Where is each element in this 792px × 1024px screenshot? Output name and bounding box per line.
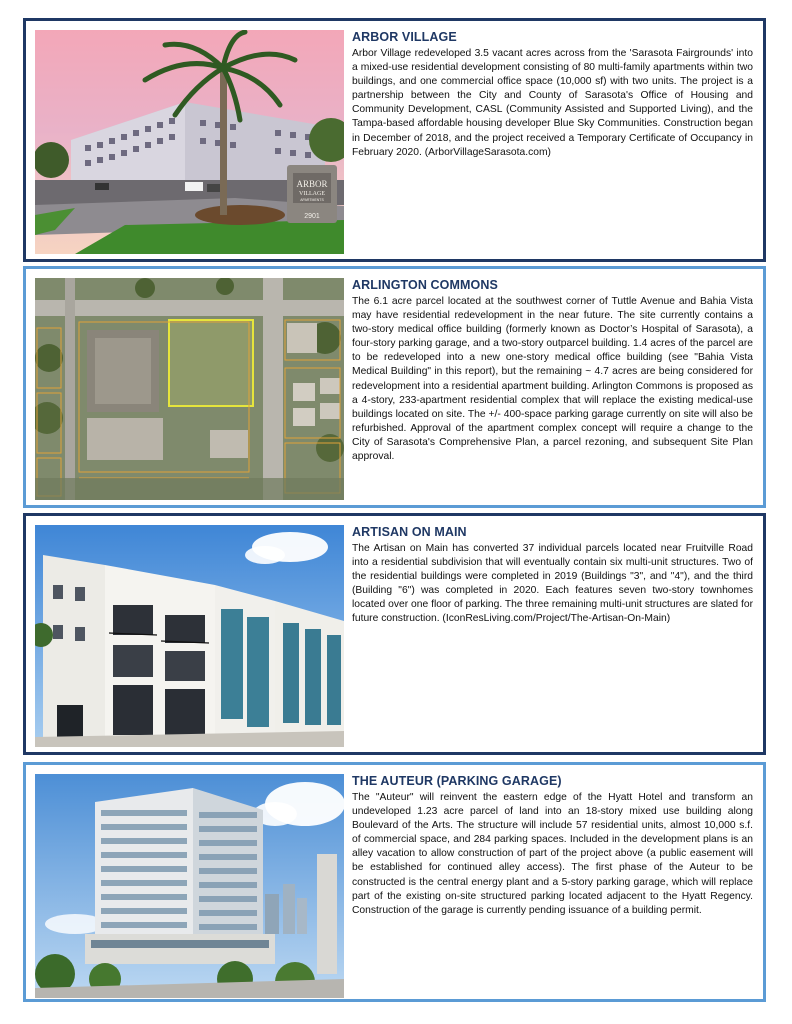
project-card-arbor-village	[23, 18, 766, 262]
project-description: The Artisan on Main has converted 37 individual parcels located near Fruitville Road into a residential subdivision that will eventually contain six multi-unit structures. Two of the residential buildings were completed in 2019 (Buildings "3", and "4"), and the third (Building "6") was completed in 2020. Each features seven two-story townhomes located over one floor of parking. The three remaining multi-unit structures are slated for future construction. (IconResLiving.com/Project/The-Artisan-On-Main)	[352, 543, 753, 625]
sign-line-1: ARBOR	[296, 179, 328, 189]
arbor-village-photo	[35, 30, 344, 254]
sign-number: 2901	[304, 213, 320, 220]
project-card-the-auteur	[23, 762, 766, 1002]
sign-line-3: APARTMENTS	[300, 198, 324, 202]
arlington-commons-text	[352, 278, 753, 464]
the-auteur-rendering	[35, 774, 344, 998]
the-auteur-text	[352, 774, 753, 918]
project-description: The 6.1 acre parcel located at the southwest corner of Tuttle Avenue and Bahia Vista may have residential redevelopment in the near future. The site currently contains a two-story medical office building (formerly known as Doctor’s Hospital of Sarasota), a four-story parking garage, and a two-story outparcel building. 1.4 acres of the parcel are to be redeveloped into a new one-story medical office building (see "Bahia Vista Medical Building" in this report), but the remaining ~ 4.7 acres are being considered for redevelopment into a residential apartment building. Arlington Commons is proposed as a 4-story, 233-apartment residential complex that will replace the existing medical-use buildings located on site. The +/- 400-space parking garage currently on site will also be refurbished. Approval of the apartment complex concept will require a change to the City of Sarasota's Comprehensive Plan, a parcel rezoning, and subsequent Site Plan approval.	[352, 296, 753, 463]
project-description: Arbor Village redeveloped 3.5 vacant acres across from the 'Sarasota Fairgrounds' into a mixed-use residential development consisting of 80 multi-family apartments within two buildings, and one commercial office space (10,000 sf) with two units. The project is a partnership between the City and County of Sarasota's Office of Housing and Community Development, CASL (Community Assisted and Supported Living), and the Tampa-based affordable housing developer Blue Sky Communities. Construction began in December of 2018, and the project received a Temporary Certificate of Occupancy in February 2020. (ArborVillageSarasota.com)	[352, 48, 753, 158]
project-card-artisan-on-main	[23, 513, 766, 755]
arbor-village-text	[352, 30, 753, 160]
project-title: THE AUTEUR (PARKING GARAGE)	[352, 774, 562, 788]
project-title: ARBOR VILLAGE	[352, 30, 457, 44]
project-card-arlington-commons	[23, 266, 766, 508]
project-title: ARLINGTON COMMONS	[352, 278, 498, 292]
sign-line-2: VILLAGE	[299, 191, 325, 197]
artisan-on-main-text	[352, 525, 753, 627]
arlington-commons-aerial-photo	[35, 278, 344, 500]
artisan-on-main-photo	[35, 525, 344, 747]
project-title: ARTISAN ON MAIN	[352, 525, 467, 539]
project-description: The "Auteur" will reinvent the eastern edge of the Hyatt Hotel and transform an undeveloped 1.23 acre parcel of land into an 18-story mixed use building along Boulevard of the Arts. The structure will include 57 residential units, almost 10,000 s.f. of commercial space, and 284 parking spaces. Included in the development plans is an alley vacation to allow construction of part of the project above (a public easement will be established for continued alley access). The first phase of the Auteur to be constructed is the central energy plant and a 5-story parking garage, which will replace part of the existing on-site structured parking located adjacent to the Hyatt Regency. Construction of the garage is currently pending issuance of a building permit.	[352, 792, 753, 916]
